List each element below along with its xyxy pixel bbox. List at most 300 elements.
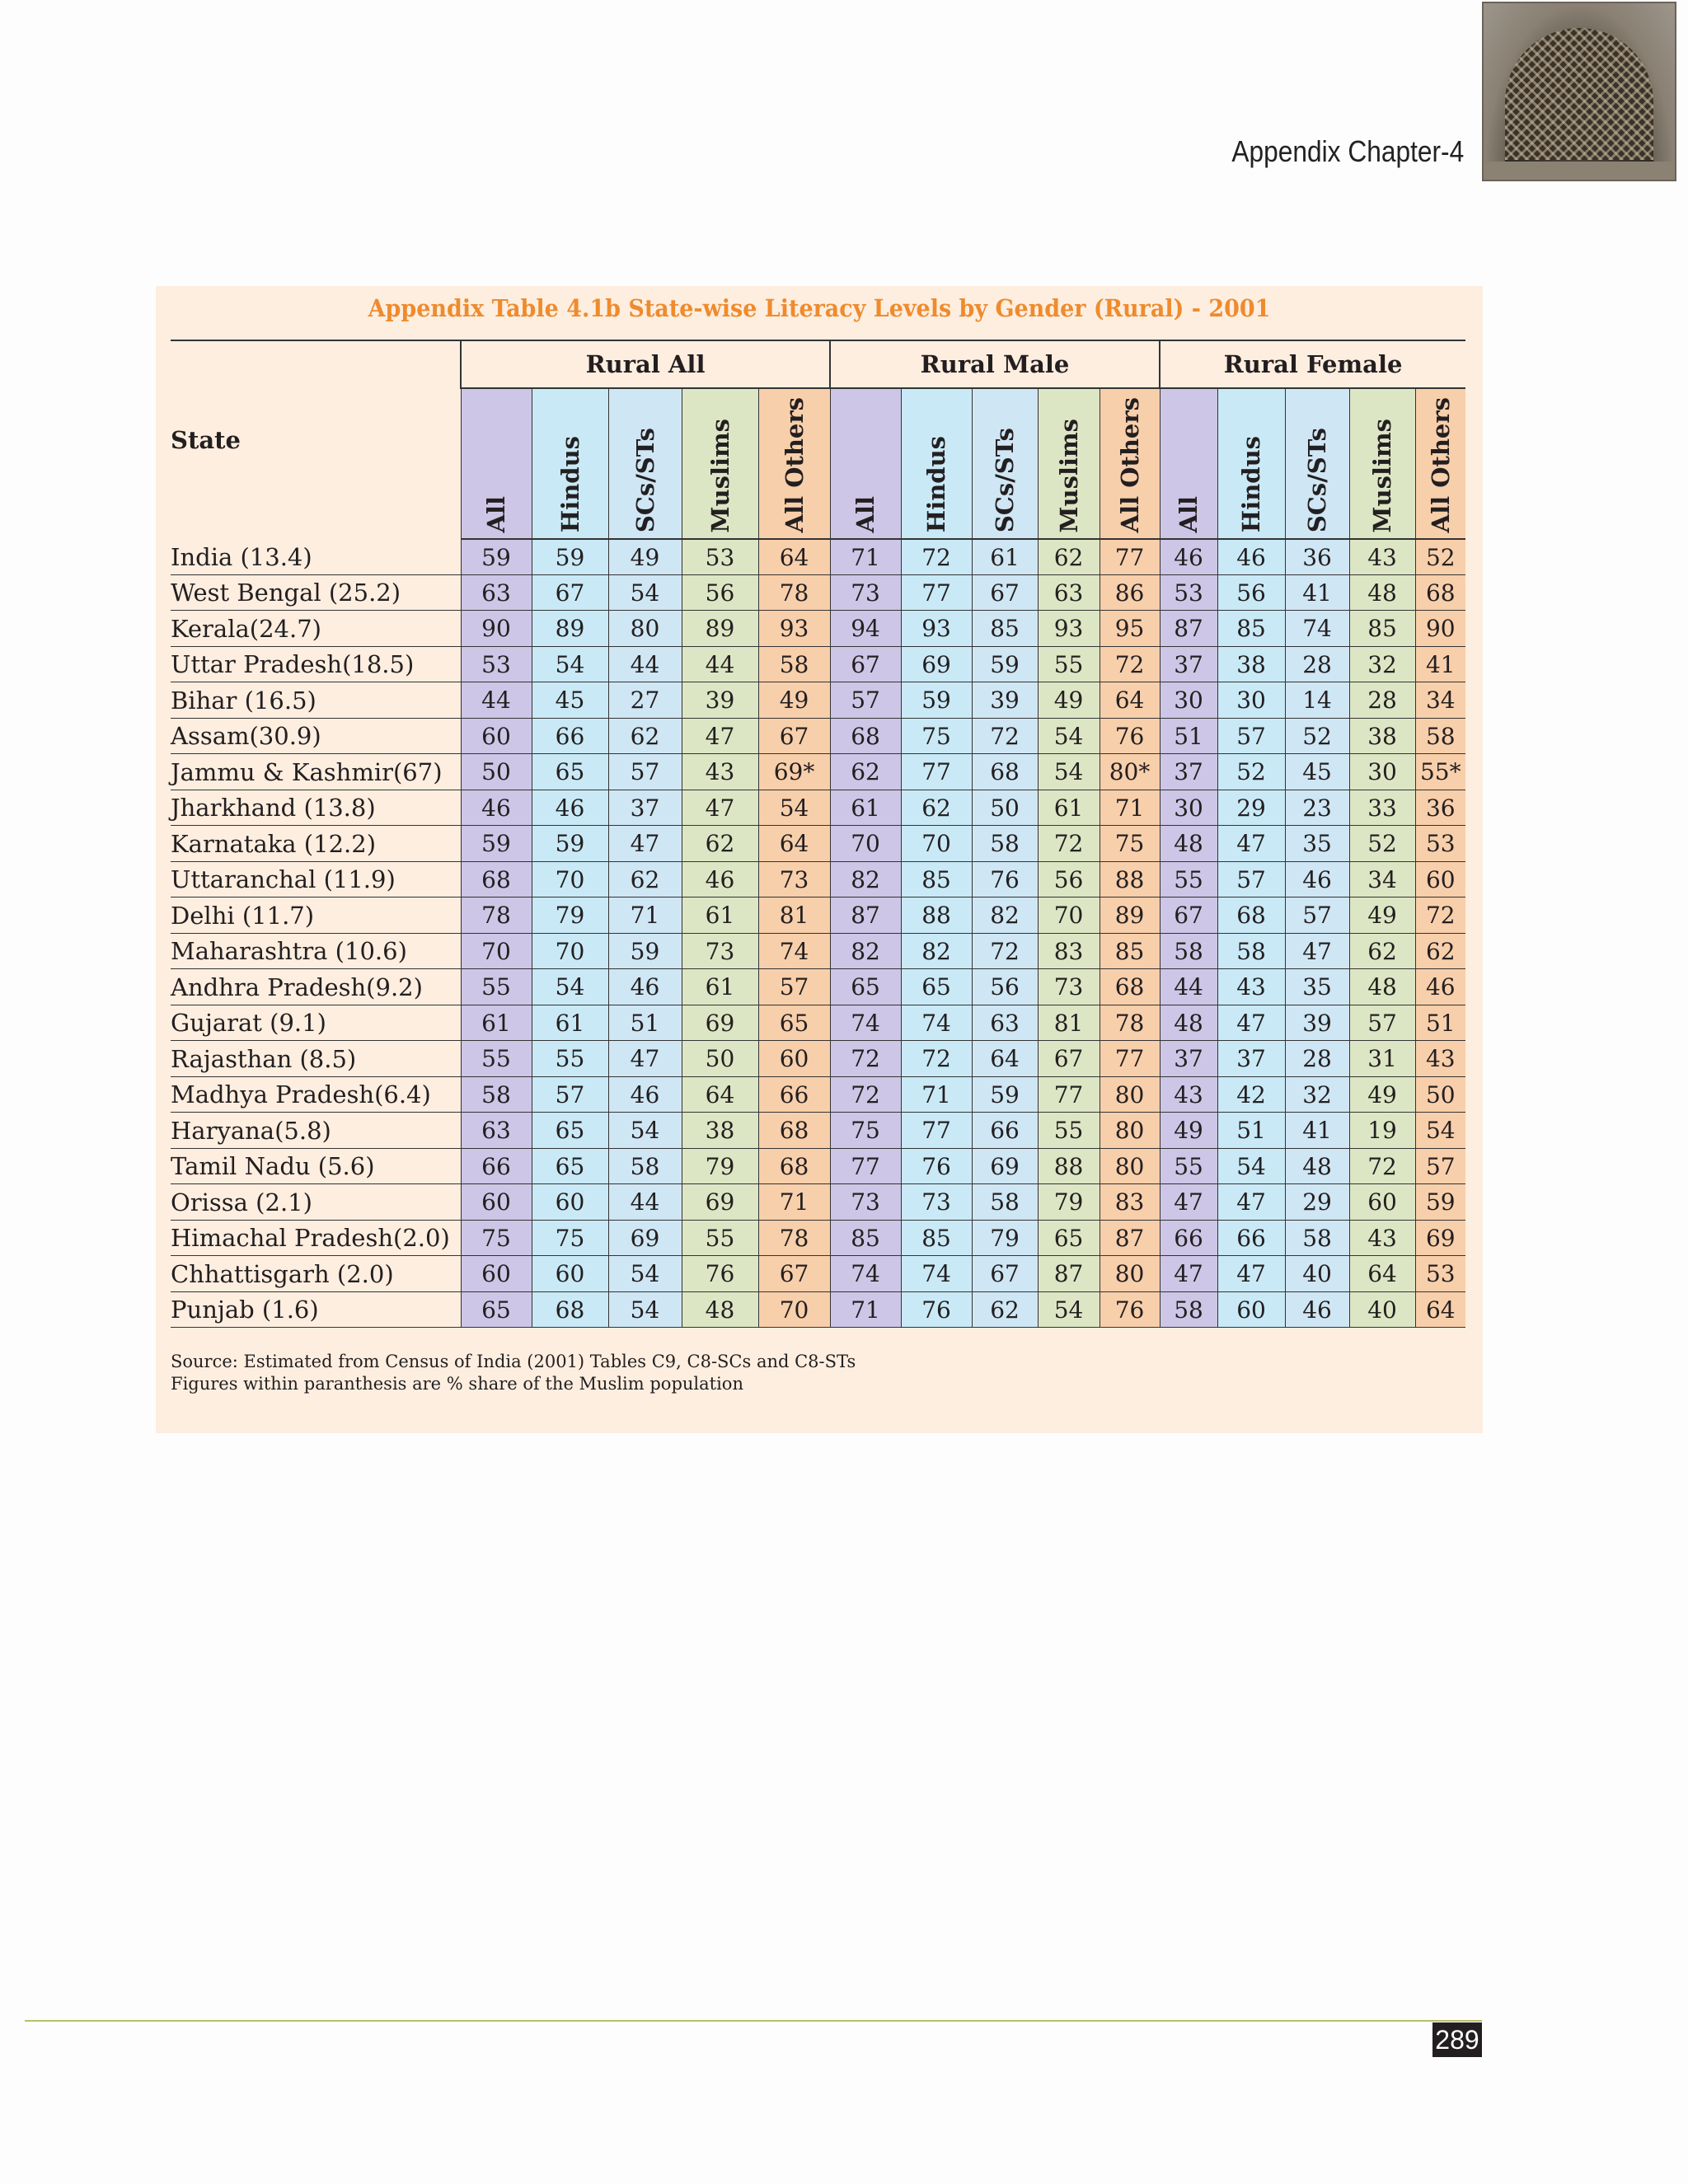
- literacy-value-cell: 67: [532, 574, 608, 611]
- literacy-value-cell: 44: [608, 1184, 682, 1221]
- literacy-value-cell: 65: [461, 1291, 532, 1328]
- literacy-value-cell: 46: [1160, 539, 1217, 574]
- literacy-value-cell: 88: [901, 898, 972, 934]
- literacy-value-cell: 65: [758, 1005, 830, 1041]
- table-row: [171, 969, 1465, 1005]
- literacy-value-cell: 41: [1285, 574, 1349, 611]
- literacy-value-cell: 79: [532, 898, 608, 934]
- literacy-value-cell: 37: [1160, 646, 1217, 682]
- literacy-value-cell: 56: [1038, 861, 1100, 898]
- literacy-value-cell: 69: [682, 1184, 758, 1221]
- literacy-value-cell: 54: [532, 969, 608, 1005]
- literacy-value-cell: 71: [901, 1076, 972, 1113]
- literacy-value-cell: 83: [1100, 1184, 1160, 1221]
- literacy-value-cell: 93: [758, 611, 830, 647]
- literacy-value-cell: 69: [972, 1148, 1038, 1184]
- literacy-value-cell: 38: [1217, 646, 1285, 682]
- literacy-value-cell: 71: [1100, 790, 1160, 826]
- table-row: [171, 754, 1465, 790]
- literacy-value-cell: 57: [830, 682, 901, 719]
- literacy-value-cell: 47: [1217, 1256, 1285, 1292]
- literacy-value-cell: 76: [901, 1148, 972, 1184]
- literacy-value-cell: 40: [1349, 1291, 1415, 1328]
- literacy-value-cell: 77: [1038, 1076, 1100, 1113]
- literacy-value-cell: 48: [1349, 574, 1415, 611]
- state-name: Bihar (16.5): [171, 682, 461, 719]
- literacy-value-cell: 76: [1100, 1291, 1160, 1328]
- literacy-value-cell: 50: [972, 790, 1038, 826]
- literacy-value-cell: 39: [1285, 1005, 1349, 1041]
- state-name: Chhattisgarh (2.0): [171, 1256, 461, 1292]
- literacy-value-cell: 60: [1217, 1291, 1285, 1328]
- literacy-value-cell: 52: [1217, 754, 1285, 790]
- state-name: Assam(30.9): [171, 718, 461, 754]
- literacy-value-cell: 55: [1038, 1113, 1100, 1149]
- mosque-window-photo: [1482, 2, 1676, 181]
- table-row: [171, 826, 1465, 862]
- literacy-value-cell: 76: [972, 861, 1038, 898]
- subcolumn-header: Hindus: [532, 388, 608, 539]
- literacy-value-cell: 70: [461, 933, 532, 969]
- literacy-value-cell: 59: [972, 1076, 1038, 1113]
- literacy-value-cell: 48: [1349, 969, 1415, 1005]
- literacy-value-cell: 14: [1285, 682, 1349, 719]
- literacy-value-cell: 72: [830, 1041, 901, 1077]
- literacy-value-cell: 68: [972, 754, 1038, 790]
- literacy-value-cell: 50: [682, 1041, 758, 1077]
- state-name: Tamil Nadu (5.6): [171, 1148, 461, 1184]
- literacy-value-cell: 93: [901, 611, 972, 647]
- literacy-value-cell: 38: [1349, 718, 1415, 754]
- literacy-value-cell: 51: [608, 1005, 682, 1041]
- literacy-value-cell: 66: [1160, 1220, 1217, 1256]
- literacy-value-cell: 75: [1100, 826, 1160, 862]
- literacy-value-cell: 68: [461, 861, 532, 898]
- literacy-value-cell: 74: [901, 1256, 972, 1292]
- literacy-value-cell: 74: [1285, 611, 1349, 647]
- footer-rule: [25, 2020, 1482, 2022]
- literacy-value-cell: 68: [532, 1291, 608, 1328]
- literacy-value-cell: 67: [830, 646, 901, 682]
- literacy-value-cell: 55: [532, 1041, 608, 1077]
- table-row: [171, 1256, 1465, 1292]
- literacy-value-cell: 73: [758, 861, 830, 898]
- table-row: [171, 1041, 1465, 1077]
- literacy-value-cell: 71: [830, 539, 901, 574]
- literacy-value-cell: 64: [1100, 682, 1160, 719]
- literacy-value-cell: 58: [461, 1076, 532, 1113]
- table-row: [171, 1005, 1465, 1041]
- literacy-value-cell: 54: [1415, 1113, 1465, 1149]
- literacy-value-cell: 64: [1415, 1291, 1465, 1328]
- literacy-value-cell: 65: [532, 754, 608, 790]
- literacy-value-cell: 73: [830, 574, 901, 611]
- appendix-table-panel: [156, 286, 1483, 1433]
- literacy-value-cell: 46: [461, 790, 532, 826]
- state-name: Gujarat (9.1): [171, 1005, 461, 1041]
- subcolumn-header: Muslims: [682, 388, 758, 539]
- literacy-value-cell: 43: [1349, 1220, 1415, 1256]
- literacy-value-cell: 53: [1415, 1256, 1465, 1292]
- literacy-value-cell: 55: [461, 1041, 532, 1077]
- literacy-value-cell: 68: [1415, 574, 1465, 611]
- subcolumn-header: SCs/STs: [972, 388, 1038, 539]
- literacy-value-cell: 64: [758, 826, 830, 862]
- literacy-value-cell: 77: [1100, 539, 1160, 574]
- literacy-value-cell: 51: [1415, 1005, 1465, 1041]
- literacy-value-cell: 89: [1100, 898, 1160, 934]
- literacy-value-cell: 62: [608, 861, 682, 898]
- literacy-value-cell: 85: [1349, 611, 1415, 647]
- literacy-value-cell: 72: [830, 1076, 901, 1113]
- state-name: Kerala(24.7): [171, 611, 461, 647]
- literacy-value-cell: 80*: [1100, 754, 1160, 790]
- literacy-value-cell: 47: [1160, 1184, 1217, 1221]
- literacy-value-cell: 55: [1038, 646, 1100, 682]
- literacy-value-cell: 65: [901, 969, 972, 1005]
- literacy-value-cell: 73: [1038, 969, 1100, 1005]
- literacy-value-cell: 68: [830, 718, 901, 754]
- literacy-value-cell: 69: [901, 646, 972, 682]
- literacy-value-cell: 54: [608, 1291, 682, 1328]
- literacy-value-cell: 37: [608, 790, 682, 826]
- literacy-value-cell: 61: [682, 969, 758, 1005]
- literacy-value-cell: 52: [1285, 718, 1349, 754]
- literacy-value-cell: 40: [1285, 1256, 1349, 1292]
- literacy-value-cell: 30: [1217, 682, 1285, 719]
- literacy-value-cell: 67: [758, 718, 830, 754]
- literacy-value-cell: 72: [1349, 1148, 1415, 1184]
- literacy-value-cell: 88: [1038, 1148, 1100, 1184]
- literacy-value-cell: 60: [1349, 1184, 1415, 1221]
- state-name: Uttar Pradesh(18.5): [171, 646, 461, 682]
- literacy-value-cell: 56: [1217, 574, 1285, 611]
- literacy-value-cell: 66: [532, 718, 608, 754]
- state-name: West Bengal (25.2): [171, 574, 461, 611]
- table-row: [171, 611, 1465, 647]
- literacy-value-cell: 47: [1217, 1005, 1285, 1041]
- state-name: Himachal Pradesh(2.0): [171, 1220, 461, 1256]
- literacy-value-cell: 19: [1349, 1113, 1415, 1149]
- literacy-value-cell: 44: [608, 646, 682, 682]
- literacy-value-cell: 52: [1349, 826, 1415, 862]
- literacy-value-cell: 59: [608, 933, 682, 969]
- literacy-value-cell: 58: [1160, 933, 1217, 969]
- literacy-value-cell: 47: [682, 718, 758, 754]
- literacy-value-cell: 62: [608, 718, 682, 754]
- literacy-value-cell: 46: [608, 1076, 682, 1113]
- table-row: [171, 790, 1465, 826]
- literacy-value-cell: 72: [1415, 898, 1465, 934]
- literacy-value-cell: 32: [1349, 646, 1415, 682]
- literacy-value-cell: 65: [532, 1113, 608, 1149]
- literacy-value-cell: 85: [901, 861, 972, 898]
- literacy-value-cell: 57: [532, 1076, 608, 1113]
- literacy-value-cell: 46: [532, 790, 608, 826]
- table-row: [171, 898, 1465, 934]
- literacy-value-cell: 69: [1415, 1220, 1465, 1256]
- literacy-value-cell: 86: [1100, 574, 1160, 611]
- state-name: Uttaranchal (11.9): [171, 861, 461, 898]
- source-note: Source: Estimated from Census of India (2001) Tables C9, C8-SCs and C8-STs: [171, 1352, 856, 1371]
- state-column-header: State: [171, 426, 241, 454]
- literacy-value-cell: 61: [682, 898, 758, 934]
- literacy-value-cell: 77: [1100, 1041, 1160, 1077]
- table-title: Appendix Table 4.1b State-wise Literacy Levels by Gender (Rural) - 2001: [368, 294, 1271, 322]
- literacy-value-cell: 77: [901, 574, 972, 611]
- literacy-value-cell: 66: [461, 1148, 532, 1184]
- literacy-value-cell: 43: [682, 754, 758, 790]
- literacy-value-cell: 54: [608, 1256, 682, 1292]
- literacy-value-cell: 72: [901, 1041, 972, 1077]
- literacy-value-cell: 85: [830, 1220, 901, 1256]
- literacy-value-cell: 71: [608, 898, 682, 934]
- literacy-value-cell: 62: [972, 1291, 1038, 1328]
- literacy-value-cell: 74: [830, 1256, 901, 1292]
- literacy-value-cell: 78: [1100, 1005, 1160, 1041]
- table-row: [171, 1113, 1465, 1149]
- literacy-value-cell: 75: [532, 1220, 608, 1256]
- literacy-value-cell: 43: [1160, 1076, 1217, 1113]
- literacy-value-cell: 60: [1415, 861, 1465, 898]
- table-row: [171, 682, 1465, 719]
- literacy-value-cell: 89: [682, 611, 758, 647]
- literacy-value-cell: 28: [1285, 1041, 1349, 1077]
- literacy-value-cell: 88: [1100, 861, 1160, 898]
- literacy-value-cell: 78: [758, 574, 830, 611]
- literacy-value-cell: 48: [682, 1291, 758, 1328]
- literacy-value-cell: 66: [1217, 1220, 1285, 1256]
- literacy-value-cell: 78: [758, 1220, 830, 1256]
- literacy-value-cell: 75: [901, 718, 972, 754]
- literacy-value-cell: 77: [830, 1148, 901, 1184]
- literacy-value-cell: 85: [901, 1220, 972, 1256]
- literacy-value-cell: 87: [1038, 1256, 1100, 1292]
- literacy-value-cell: 69: [682, 1005, 758, 1041]
- literacy-value-cell: 47: [682, 790, 758, 826]
- literacy-value-cell: 72: [972, 718, 1038, 754]
- subcolumn-header: Hindus: [901, 388, 972, 539]
- literacy-value-cell: 63: [461, 574, 532, 611]
- literacy-value-cell: 38: [682, 1113, 758, 1149]
- literacy-value-cell: 66: [758, 1076, 830, 1113]
- subcolumn-header: All Others: [1415, 388, 1465, 539]
- literacy-value-cell: 58: [1415, 718, 1465, 754]
- table-row: [171, 539, 1465, 574]
- literacy-value-cell: 64: [972, 1041, 1038, 1077]
- literacy-value-cell: 54: [1038, 718, 1100, 754]
- literacy-value-cell: 47: [1285, 933, 1349, 969]
- literacy-value-cell: 60: [758, 1041, 830, 1077]
- literacy-value-cell: 90: [1415, 611, 1465, 647]
- literacy-value-cell: 44: [1160, 969, 1217, 1005]
- literacy-value-cell: 85: [1217, 611, 1285, 647]
- literacy-value-cell: 59: [972, 646, 1038, 682]
- literacy-value-cell: 59: [1415, 1184, 1465, 1221]
- literacy-value-cell: 76: [901, 1291, 972, 1328]
- literacy-value-cell: 45: [1285, 754, 1349, 790]
- literacy-value-cell: 59: [461, 539, 532, 574]
- literacy-value-cell: 64: [682, 1076, 758, 1113]
- literacy-value-cell: 56: [972, 969, 1038, 1005]
- literacy-value-cell: 62: [1349, 933, 1415, 969]
- literacy-value-cell: 89: [532, 611, 608, 647]
- literacy-value-cell: 95: [1100, 611, 1160, 647]
- table-notes: [171, 1351, 856, 1395]
- literacy-value-cell: 57: [1217, 718, 1285, 754]
- literacy-value-cell: 53: [461, 646, 532, 682]
- literacy-value-cell: 43: [1415, 1041, 1465, 1077]
- literacy-value-cell: 59: [901, 682, 972, 719]
- literacy-value-cell: 82: [830, 861, 901, 898]
- chapter-heading: Appendix Chapter-4: [1231, 134, 1464, 168]
- state-name: Orissa (2.1): [171, 1184, 461, 1221]
- literacy-value-cell: 61: [830, 790, 901, 826]
- literacy-value-cell: 68: [1100, 969, 1160, 1005]
- literacy-value-cell: 65: [532, 1148, 608, 1184]
- literacy-value-cell: 94: [830, 611, 901, 647]
- state-name: Jharkhand (13.8): [171, 790, 461, 826]
- literacy-value-cell: 60: [461, 1256, 532, 1292]
- literacy-value-cell: 48: [1160, 826, 1217, 862]
- literacy-value-cell: 46: [1285, 1291, 1349, 1328]
- literacy-value-cell: 39: [972, 682, 1038, 719]
- subcolumn-header: SCs/STs: [1285, 388, 1349, 539]
- literacy-value-cell: 64: [1349, 1256, 1415, 1292]
- table-row: [171, 1148, 1465, 1184]
- literacy-value-cell: 83: [1038, 933, 1100, 969]
- literacy-value-cell: 87: [1160, 611, 1217, 647]
- literacy-value-cell: 79: [1038, 1184, 1100, 1221]
- literacy-value-cell: 68: [758, 1148, 830, 1184]
- table-row: [171, 1184, 1465, 1221]
- table-row: [171, 718, 1465, 754]
- literacy-value-cell: 34: [1349, 861, 1415, 898]
- literacy-value-cell: 74: [901, 1005, 972, 1041]
- literacy-value-cell: 69*: [758, 754, 830, 790]
- literacy-value-cell: 62: [1415, 933, 1465, 969]
- literacy-value-cell: 46: [682, 861, 758, 898]
- literacy-value-cell: 53: [1415, 826, 1465, 862]
- state-name: India (13.4): [171, 539, 461, 574]
- jali-lattice-image: [1505, 28, 1653, 160]
- literacy-value-cell: 27: [608, 682, 682, 719]
- literacy-value-cell: 37: [1160, 754, 1217, 790]
- literacy-value-cell: 62: [1038, 539, 1100, 574]
- literacy-value-cell: 66: [972, 1113, 1038, 1149]
- literacy-value-cell: 57: [1415, 1148, 1465, 1184]
- literacy-value-cell: 55: [1160, 861, 1217, 898]
- literacy-value-cell: 42: [1217, 1076, 1285, 1113]
- literacy-value-cell: 36: [1285, 539, 1349, 574]
- literacy-value-cell: 60: [532, 1256, 608, 1292]
- state-name: Jammu & Kashmir(67): [171, 754, 461, 790]
- literacy-value-cell: 87: [1100, 1220, 1160, 1256]
- literacy-value-cell: 90: [461, 611, 532, 647]
- literacy-value-cell: 85: [1100, 933, 1160, 969]
- literacy-value-cell: 35: [1285, 826, 1349, 862]
- literacy-value-cell: 49: [758, 682, 830, 719]
- literacy-value-cell: 46: [608, 969, 682, 1005]
- literacy-value-cell: 68: [758, 1113, 830, 1149]
- literacy-value-cell: 48: [1160, 1005, 1217, 1041]
- literacy-value-cell: 61: [532, 1005, 608, 1041]
- literacy-value-cell: 57: [1217, 861, 1285, 898]
- literacy-value-cell: 76: [1100, 718, 1160, 754]
- group-header-rural-female: Rural Female: [1160, 340, 1465, 388]
- literacy-value-cell: 72: [972, 933, 1038, 969]
- literacy-table: [171, 340, 1465, 1328]
- literacy-value-cell: 41: [1415, 646, 1465, 682]
- literacy-value-cell: 54: [1217, 1148, 1285, 1184]
- literacy-value-cell: 50: [1415, 1076, 1465, 1113]
- subcolumn-header: All: [461, 388, 532, 539]
- literacy-value-cell: 65: [1038, 1220, 1100, 1256]
- literacy-value-cell: 48: [1285, 1148, 1349, 1184]
- literacy-value-cell: 61: [1038, 790, 1100, 826]
- literacy-value-cell: 59: [461, 826, 532, 862]
- literacy-value-cell: 31: [1349, 1041, 1415, 1077]
- literacy-value-cell: 70: [1038, 898, 1100, 934]
- literacy-value-cell: 72: [1100, 646, 1160, 682]
- literacy-value-cell: 46: [1415, 969, 1465, 1005]
- literacy-value-cell: 33: [1349, 790, 1415, 826]
- literacy-value-cell: 60: [461, 718, 532, 754]
- literacy-value-cell: 35: [1285, 969, 1349, 1005]
- literacy-value-cell: 63: [972, 1005, 1038, 1041]
- literacy-value-cell: 63: [461, 1113, 532, 1149]
- literacy-value-cell: 43: [1217, 969, 1285, 1005]
- literacy-value-cell: 54: [532, 646, 608, 682]
- table-row: [171, 574, 1465, 611]
- literacy-value-cell: 60: [461, 1184, 532, 1221]
- literacy-value-cell: 57: [1349, 1005, 1415, 1041]
- literacy-value-cell: 80: [608, 611, 682, 647]
- state-name: Maharashtra (10.6): [171, 933, 461, 969]
- literacy-value-cell: 75: [830, 1113, 901, 1149]
- literacy-value-cell: 74: [830, 1005, 901, 1041]
- state-name: Karnataka (12.2): [171, 826, 461, 862]
- state-name: Delhi (11.7): [171, 898, 461, 934]
- literacy-value-cell: 79: [682, 1148, 758, 1184]
- literacy-value-cell: 30: [1349, 754, 1415, 790]
- literacy-value-cell: 29: [1285, 1184, 1349, 1221]
- state-name: Rajasthan (8.5): [171, 1041, 461, 1077]
- literacy-value-cell: 74: [758, 933, 830, 969]
- literacy-value-cell: 37: [1160, 1041, 1217, 1077]
- literacy-value-cell: 82: [901, 933, 972, 969]
- literacy-value-cell: 49: [1038, 682, 1100, 719]
- literacy-value-cell: 80: [1100, 1076, 1160, 1113]
- state-name: Andhra Pradesh(9.2): [171, 969, 461, 1005]
- literacy-value-cell: 51: [1160, 718, 1217, 754]
- subcolumn-header: Muslims: [1349, 388, 1415, 539]
- literacy-value-cell: 67: [972, 1256, 1038, 1292]
- literacy-value-cell: 54: [608, 574, 682, 611]
- literacy-value-cell: 41: [1285, 1113, 1349, 1149]
- literacy-value-cell: 72: [1038, 826, 1100, 862]
- literacy-value-cell: 65: [830, 969, 901, 1005]
- literacy-value-cell: 34: [1415, 682, 1465, 719]
- literacy-value-cell: 49: [1349, 898, 1415, 934]
- literacy-value-cell: 87: [830, 898, 901, 934]
- subcolumn-header: Muslims: [1038, 388, 1100, 539]
- literacy-value-cell: 82: [972, 898, 1038, 934]
- table-row: [171, 646, 1465, 682]
- table-row: [171, 1291, 1465, 1328]
- literacy-value-cell: 37: [1217, 1041, 1285, 1077]
- literacy-value-cell: 55: [682, 1220, 758, 1256]
